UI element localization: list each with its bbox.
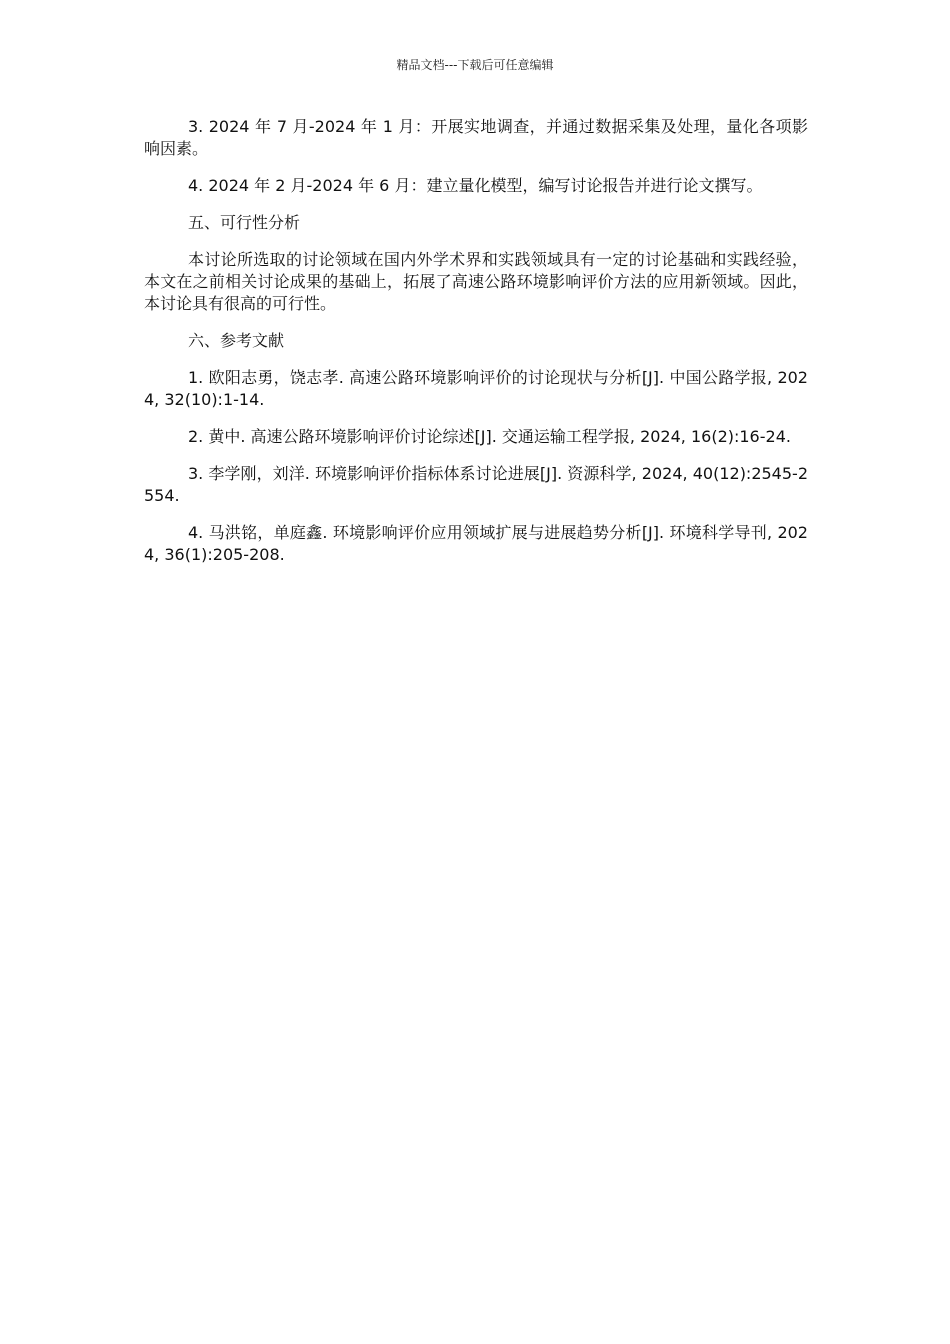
reference-item-2: 2. 黄中. 高速公路环境影响评价讨论综述[J]. 交通运输工程学报, 2024, 16(2):16-24. (188, 427, 791, 446)
page-header: 精品文档---下载后可任意编辑 (396, 58, 554, 72)
document-body (144, 116, 808, 581)
feasibility-paragraph: 本讨论所选取的讨论领域在国内外学术界和实践领域具有一定的讨论基础和实践经验，本文在之前相关讨论成果的基础上，拓展了高速公路环境影响评价方法的应用新领域。因此，本讨论具有很高的可行性。 (144, 250, 808, 313)
schedule-item-3: 3. 2024 年 7 月-2024 年 1 月：开展实地调查，并通过数据采集及处理，量化各项影响因素。 (144, 117, 808, 158)
reference-item-4: 4. 马洪铭，单庭鑫. 环境影响评价应用领域扩展与进展趋势分析[J]. 环境科学导刊, 2024, 36(1):205-208. (144, 523, 808, 564)
schedule-item-4: 4. 2024 年 2 月-2024 年 6 月：建立量化模型，编写讨论报告并进行论文撰写。 (188, 176, 763, 195)
reference-item-1: 1. 欧阳志勇，饶志孝. 高速公路环境影响评价的讨论现状与分析[J]. 中国公路学报, 2024, 32(10):1-14. (144, 368, 808, 409)
section-title-references: 六、参考文献 (188, 331, 285, 350)
section-title-feasibility: 五、可行性分析 (188, 213, 301, 232)
reference-item-3: 3. 李学刚，刘洋. 环境影响评价指标体系讨论进展[J]. 资源科学, 2024, 40(12):2545-2554. (144, 464, 808, 505)
